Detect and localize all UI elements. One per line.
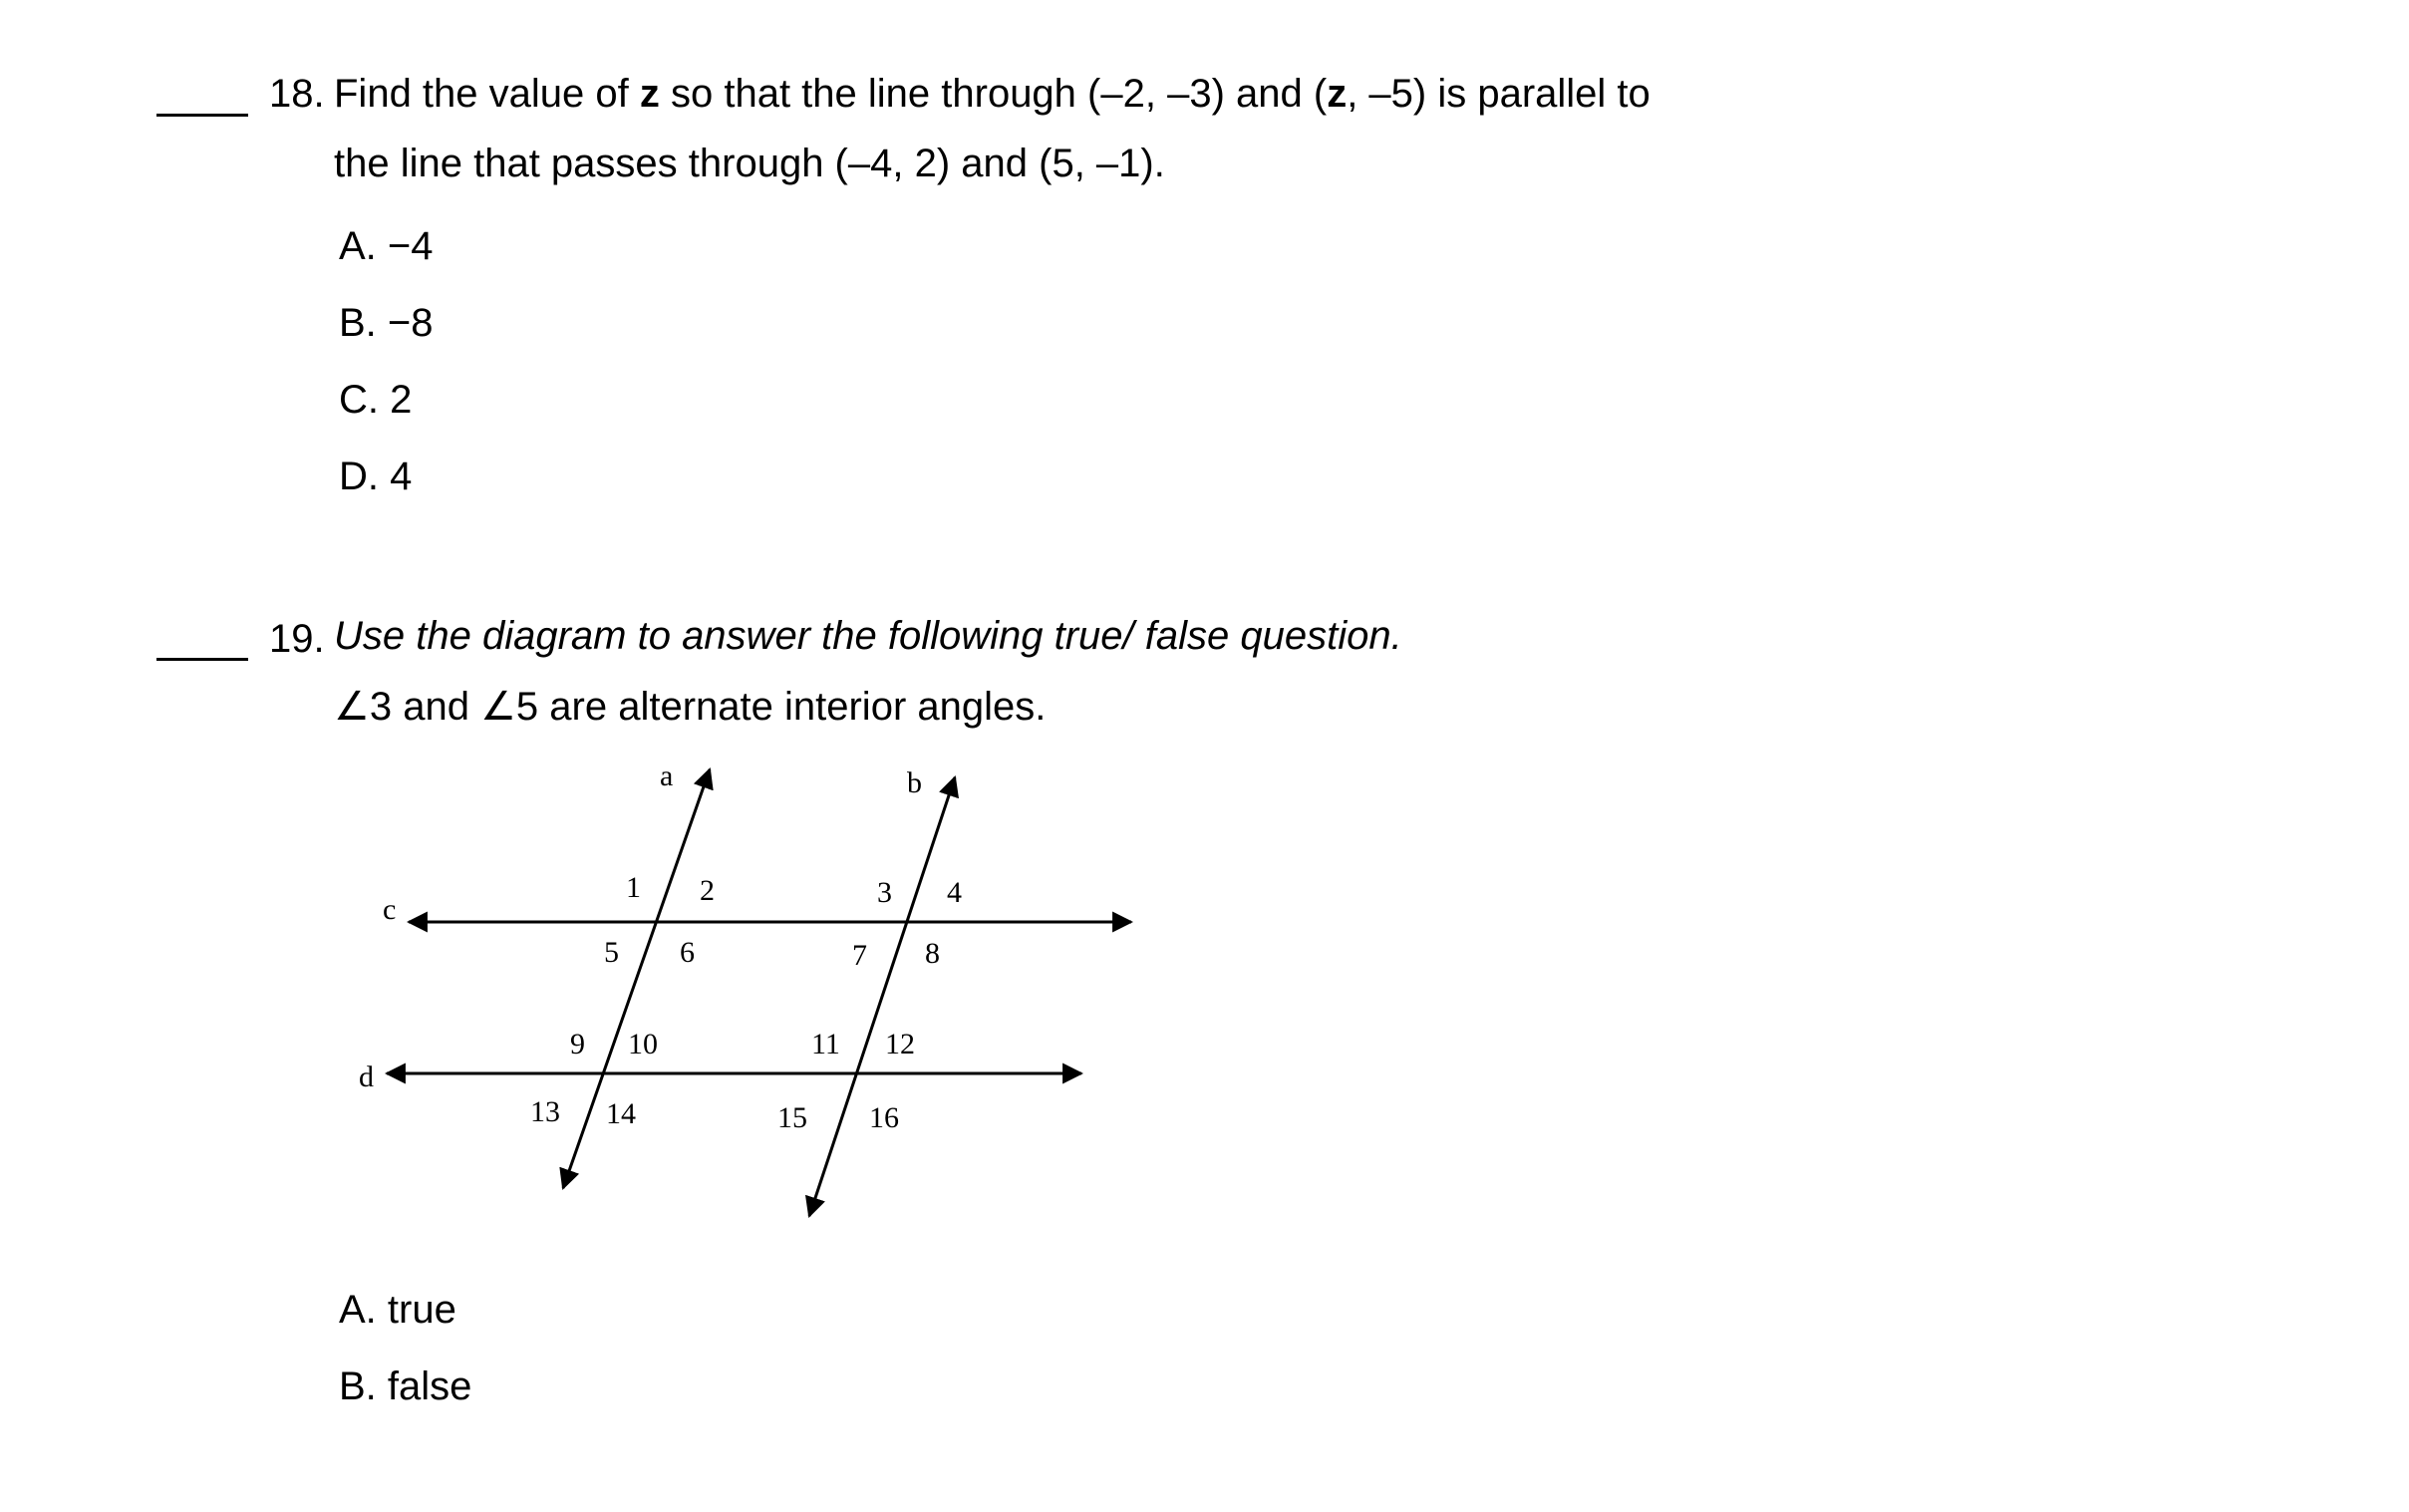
instruction-text: Use the diagram to answer the following true/ false question. <box>334 614 1402 658</box>
angle-label-13: 13 <box>530 1095 560 1128</box>
angle-label-14: 14 <box>606 1097 636 1130</box>
angle-label-8: 8 <box>925 937 940 970</box>
question-number-18: 18. <box>269 72 325 116</box>
line-label-a: a <box>660 759 674 792</box>
q18-choice-d[interactable]: D. 4 <box>339 454 413 498</box>
angle-label-6: 6 <box>680 936 695 969</box>
angle-label-5: 5 <box>604 936 619 969</box>
q18-choice-b[interactable]: B. −8 <box>339 301 434 345</box>
angle-label-4: 4 <box>947 876 962 909</box>
angle-label-9: 9 <box>570 1028 585 1060</box>
q18-text-part: Find the value of <box>334 72 640 116</box>
q19-choice-a[interactable]: A. true <box>339 1288 456 1332</box>
line-b <box>809 777 955 1216</box>
angle-label-15: 15 <box>777 1101 807 1134</box>
angle-label-16: 16 <box>869 1101 899 1134</box>
angle-label-3: 3 <box>877 876 892 909</box>
q18-text-part: so that the line through (–2, –3) and ( <box>659 72 1328 116</box>
angle-label-12: 12 <box>885 1028 915 1060</box>
question-19-statement: ∠3 and ∠5 are alternate interior angles. <box>334 685 1047 729</box>
q18-choice-a[interactable]: A. −4 <box>339 224 434 268</box>
question-18-line-2: the line that passes through (–4, 2) and (5, –1). <box>334 142 1165 185</box>
angle-label-10: 10 <box>628 1028 658 1060</box>
line-label-d: d <box>359 1060 374 1093</box>
variable-z: z <box>1327 72 1348 116</box>
line-label-c: c <box>383 893 397 926</box>
q18-choice-c[interactable]: C. 2 <box>339 378 413 422</box>
angle-label-7: 7 <box>852 939 867 972</box>
angle-label-2: 2 <box>700 874 715 907</box>
question-number-19: 19. <box>269 617 325 661</box>
line-a <box>563 769 710 1188</box>
variable-z: z <box>639 72 660 116</box>
line-label-b: b <box>907 766 922 799</box>
q18-text-part: , –5) is parallel to <box>1347 72 1651 116</box>
angle-label-1: 1 <box>626 871 641 904</box>
angle-label-11: 11 <box>811 1028 840 1060</box>
q19-choice-b[interactable]: B. false <box>339 1364 472 1408</box>
